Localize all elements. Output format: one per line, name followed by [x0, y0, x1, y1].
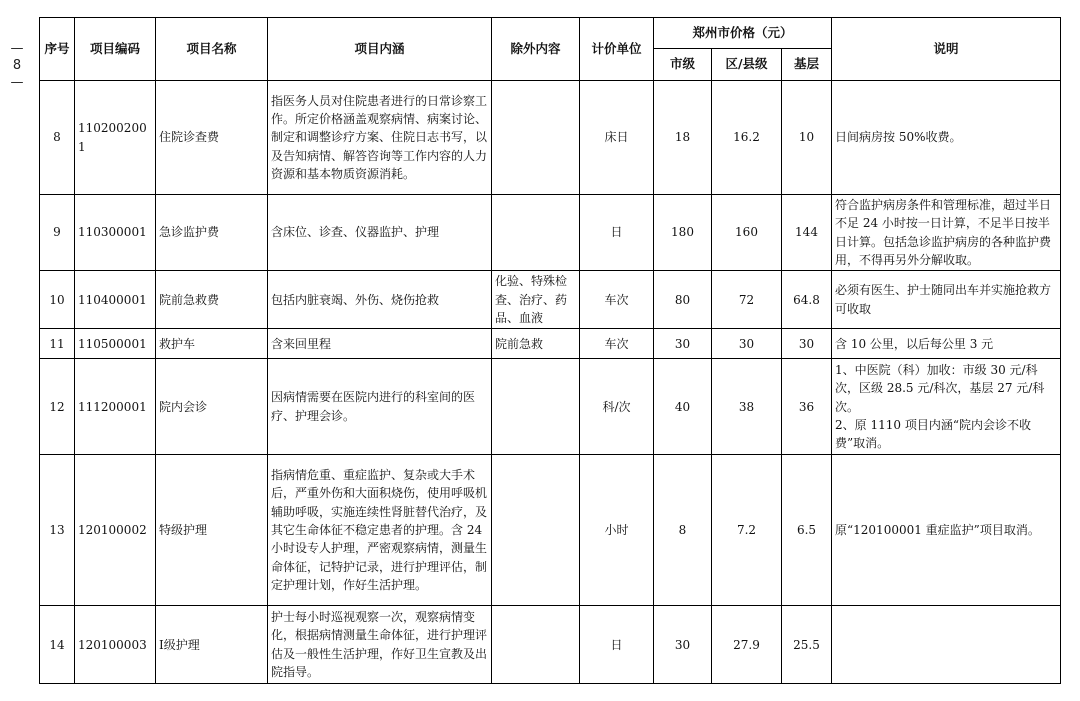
cell-content: 护士每小时巡视观察一次，观察病情变化，根据病情测量生命体征，进行护理评估及一般性生活护理，作好卫生宣教及出院指导。	[268, 606, 492, 684]
cell-unit: 日	[580, 606, 654, 684]
cell-base: 30	[782, 329, 832, 359]
cell-city: 180	[654, 195, 712, 271]
cell-content: 因病情需要在医院内进行的科室间的医疗、护理会诊。	[268, 359, 492, 455]
cell-content: 含来回里程	[268, 329, 492, 359]
cell-name: 急诊监护费	[156, 195, 268, 271]
cell-code: 1102002001	[75, 81, 156, 195]
cell-city: 8	[654, 455, 712, 606]
cell-city: 30	[654, 329, 712, 359]
cell-note	[832, 606, 1061, 684]
cell-note: 必须有医生、护士随同出车并实施抢救方可收取	[832, 271, 1061, 329]
cell-exclude	[492, 195, 580, 271]
cell-county: 72	[712, 271, 782, 329]
cell-seq: 11	[40, 329, 75, 359]
cell-county: 30	[712, 329, 782, 359]
header-note: 说明	[832, 18, 1061, 81]
cell-code: 120100002	[75, 455, 156, 606]
table-row	[40, 455, 1061, 606]
cell-county: 38	[712, 359, 782, 455]
cell-content: 指医务人员对住院患者进行的日常诊察工作。所定价格涵盖观察病情、病案讨论、制定和调整诊疗方案、住院日志书写，以及告知病情、解答咨询等工作内容的人力资源和基本物质资源消耗。	[268, 81, 492, 195]
cell-county: 27.9	[712, 606, 782, 684]
cell-unit: 车次	[580, 329, 654, 359]
cell-exclude: 院前急救	[492, 329, 580, 359]
table-row	[40, 271, 1061, 329]
cell-code: 120100003	[75, 606, 156, 684]
cell-seq: 13	[40, 455, 75, 606]
cell-county: 7.2	[712, 455, 782, 606]
cell-note: 日间病房按 50%收费。	[832, 81, 1061, 195]
cell-unit: 床日	[580, 81, 654, 195]
cell-name: 院前急救费	[156, 271, 268, 329]
cell-name: 救护车	[156, 329, 268, 359]
cell-code: 110400001	[75, 271, 156, 329]
header-price-group: 郑州市价格（元）	[654, 18, 832, 49]
cell-exclude	[492, 359, 580, 455]
cell-content: 包括内脏衰竭、外伤、烧伤抢救	[268, 271, 492, 329]
cell-name: Ⅰ级护理	[156, 606, 268, 684]
table-row	[40, 195, 1061, 271]
cell-note: 含 10 公里，以后每公里 3 元	[832, 329, 1061, 359]
cell-base: 10	[782, 81, 832, 195]
cell-name: 院内会诊	[156, 359, 268, 455]
cell-city: 18	[654, 81, 712, 195]
cell-exclude	[492, 81, 580, 195]
table-body	[40, 81, 1061, 684]
cell-exclude	[492, 606, 580, 684]
cell-city: 40	[654, 359, 712, 455]
table-row	[40, 606, 1061, 684]
cell-name: 特级护理	[156, 455, 268, 606]
cell-unit: 车次	[580, 271, 654, 329]
cell-note: 原“120100001 重症监护”项目取消。	[832, 455, 1061, 606]
cell-code: 110500001	[75, 329, 156, 359]
cell-base: 144	[782, 195, 832, 271]
cell-note: 符合监护病房条件和管理标准，超过半日不足 24 小时按一日计算，不足半日按半日计算。包括急诊监护病房的各种监护费用，不得再另外分解收取。	[832, 195, 1061, 271]
header-seq: 序号	[40, 18, 75, 81]
page-marker-dash-bottom: —	[10, 75, 24, 90]
cell-note: 1、中医院（科）加收：市级 30 元/科次，区级 28.5 元/科次，基层 27 元/科次。 2、原 1110 项目内涵“院内会诊不收费”取消。	[832, 359, 1061, 455]
cell-seq: 9	[40, 195, 75, 271]
header-base: 基层	[782, 49, 832, 81]
cell-name: 住院诊查费	[156, 81, 268, 195]
cell-base: 36	[782, 359, 832, 455]
page-number-marker	[9, 40, 25, 91]
cell-county: 16.2	[712, 81, 782, 195]
cell-seq: 8	[40, 81, 75, 195]
cell-base: 25.5	[782, 606, 832, 684]
cell-unit: 日	[580, 195, 654, 271]
cell-county: 160	[712, 195, 782, 271]
cell-base: 6.5	[782, 455, 832, 606]
table-row	[40, 81, 1061, 195]
table-row	[40, 329, 1061, 359]
page-marker-number: 8	[12, 58, 22, 73]
page-marker-dash-top: —	[10, 41, 24, 56]
cell-city: 80	[654, 271, 712, 329]
cell-unit: 科/次	[580, 359, 654, 455]
cell-seq: 14	[40, 606, 75, 684]
cell-unit: 小时	[580, 455, 654, 606]
cell-code: 111200001	[75, 359, 156, 455]
cell-content: 指病情危重、重症监护、复杂或大手术后，严重外伤和大面积烧伤，使用呼吸机辅助呼吸，实施连续性肾脏替代治疗，及其它生命体征不稳定患者的护理。含 24 小时设专人护理，严密观察病情，测量生命体征，记特护记录，进行护理评估，制定护理计划，作好生活护理。	[268, 455, 492, 606]
header-content: 项目内涵	[268, 18, 492, 81]
cell-city: 30	[654, 606, 712, 684]
cell-seq: 12	[40, 359, 75, 455]
table-row	[40, 359, 1061, 455]
cell-base: 64.8	[782, 271, 832, 329]
cell-exclude	[492, 455, 580, 606]
cell-content: 含床位、诊查、仪器监护、护理	[268, 195, 492, 271]
header-city: 市级	[654, 49, 712, 81]
cell-exclude: 化验、特殊检查、治疗、药品、血液	[492, 271, 580, 329]
header-unit: 计价单位	[580, 18, 654, 81]
medical-fee-table	[39, 17, 1061, 684]
header-code: 项目编码	[75, 18, 156, 81]
cell-seq: 10	[40, 271, 75, 329]
cell-code: 110300001	[75, 195, 156, 271]
header-name: 项目名称	[156, 18, 268, 81]
header-county: 区/县级	[712, 49, 782, 81]
header-exclude: 除外内容	[492, 18, 580, 81]
